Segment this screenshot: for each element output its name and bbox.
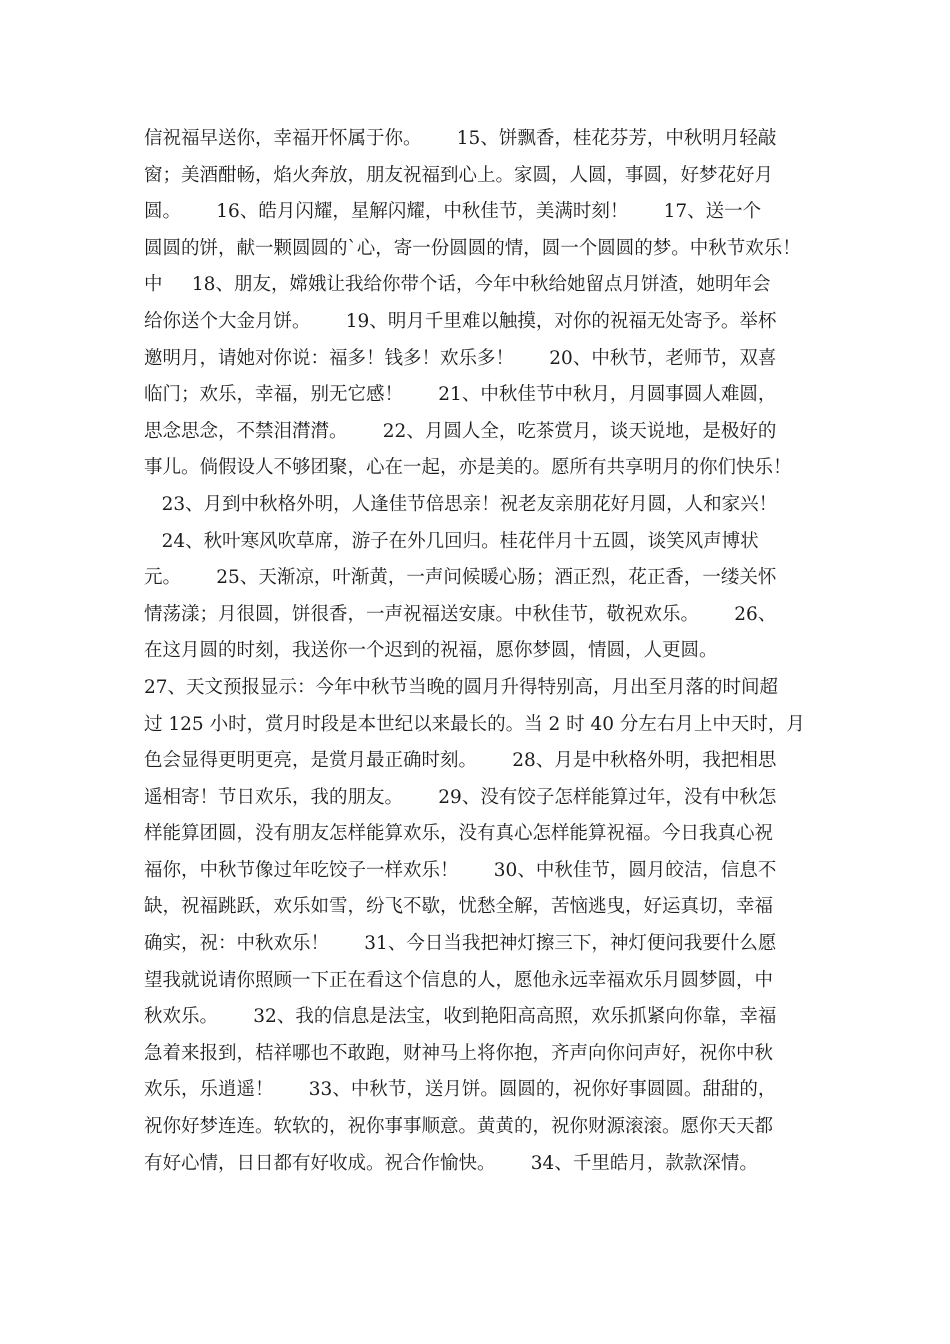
text-line: 望我就说请你照顾一下正在看这个信息的人，愿他永远幸福欢乐月圆梦圆，中 <box>144 969 774 991</box>
text-line: 遥相寄！节日欢乐，我的朋友。 29、没有饺子怎样能算过年，没有中秋怎 <box>144 786 777 808</box>
text-line: 元。 25、天渐凉，叶渐黄，一声问候暖心肠；酒正烈，花正香，一缕关怀 <box>144 567 777 589</box>
text-line: 思念思念，不禁泪潸潸。 22、月圆人全，吃茶赏月，谈天说地，是极好的 <box>144 420 777 442</box>
text-line: 过 125 小时，赏月时段是本世纪以来最长的。当 2 时 40 分左右月上中天时，月 <box>144 713 805 735</box>
text-line: 欢乐，乐逍遥！ 33、中秋节，送月饼。圆圆的，祝你好事圆圆。甜甜的， <box>144 1079 777 1101</box>
text-line: 缺，祝福跳跃，欢乐如雪，纷飞不歇，忧愁全解，苦恼逃曳，好运真切，幸福 <box>144 896 774 918</box>
text-line: 信祝福早送你，幸福开怀属于你。 15、饼飘香，桂花芬芳，中秋明月轻敲 <box>144 128 777 149</box>
text-line: 急着来报到，桔祥哪也不敢跑，财神马上将你抱，齐声向你问声好，祝你中秋 <box>144 1042 774 1064</box>
text-line: 窗；美酒酣畅，焰火奔放，朋友祝福到心上。家圆，人圆，事圆，好梦花好月 <box>144 164 774 186</box>
text-line: 色会显得更明更亮，是赏月最正确时刻。 28、月是中秋格外明，我把相思 <box>144 750 777 772</box>
text-line: 秋欢乐。 32、我的信息是法宝，收到艳阳高高照，欢乐抓紧向你靠，幸福 <box>144 1006 777 1028</box>
text-line: 确实，祝：中秋欢乐！ 31、今日当我把神灯擦三下，神灯便问我要什么愿 <box>144 933 777 955</box>
text-line: 情荡漾；月很圆，饼很香，一声祝福送安康。中秋佳节，敬祝欢乐。 26、 <box>144 603 777 625</box>
text-line: 圆。 16、皓月闪耀，星解闪耀，中秋佳节，美满时刻！ 17、送一个 <box>144 201 762 223</box>
text-line: 临门；欢乐，幸福，别无它感！ 21、中秋佳节中秋月，月圆事圆人难圆， <box>144 384 777 406</box>
text-line: 在这月圆的时刻，我送你一个迟到的祝福，愿你梦圆，情圆，人更圆。 <box>144 640 718 662</box>
text-line: 24、秋叶寒风吹草席，游子在外几回归。桂花伴月十五圆，谈笑风声博状 <box>144 530 759 552</box>
text-line: 邀明月，请她对你说：福多！钱多！欢乐多！ 20、中秋节，老师节，双喜 <box>144 347 777 369</box>
text-line: 事儿。倘假设人不够团聚，心在一起，亦是美的。愿所有共享明月的你们快乐！ <box>144 457 792 479</box>
text-line: 给你送个大金月饼。 19、明月千里难以触摸，对你的祝福无处寄予。举杯 <box>144 310 777 332</box>
text-line: 圆圆的饼，献一颗圆圆的`心，寄一份圆圆的情，圆一个圆圆的梦。中秋节欢乐！ <box>144 237 801 259</box>
text-line: 27、天文预报显示：今年中秋节当晚的圆月升得特别高，月出至月落的时间超 <box>144 676 779 698</box>
text-line: 祝你好梦连连。软软的，祝你事事顺意。黄黄的，祝你财源滚滚。愿你天天都 <box>144 1116 774 1138</box>
text-line: 中 18、朋友，嫦娥让我给你带个话，今年中秋给她留点月饼渣，她明年会 <box>144 274 771 296</box>
text-line: 有好心情，日日都有好收成。祝合作愉快。 34、千里皓月，款款深情。 <box>144 1152 758 1174</box>
text-line: 样能算团圆，没有朋友怎样能算欢乐，没有真心怎样能算祝福。今日我真心祝 <box>144 823 774 845</box>
text-line: 福你，中秋节像过年吃饺子一样欢乐！ 30、中秋佳节，圆月皎洁，信息不 <box>144 859 777 881</box>
text-line: 23、月到中秋格外明，人逢佳节倍思亲！祝老友亲朋花好月圆，人和家兴！ <box>144 493 778 515</box>
body-text <box>144 121 844 1182</box>
